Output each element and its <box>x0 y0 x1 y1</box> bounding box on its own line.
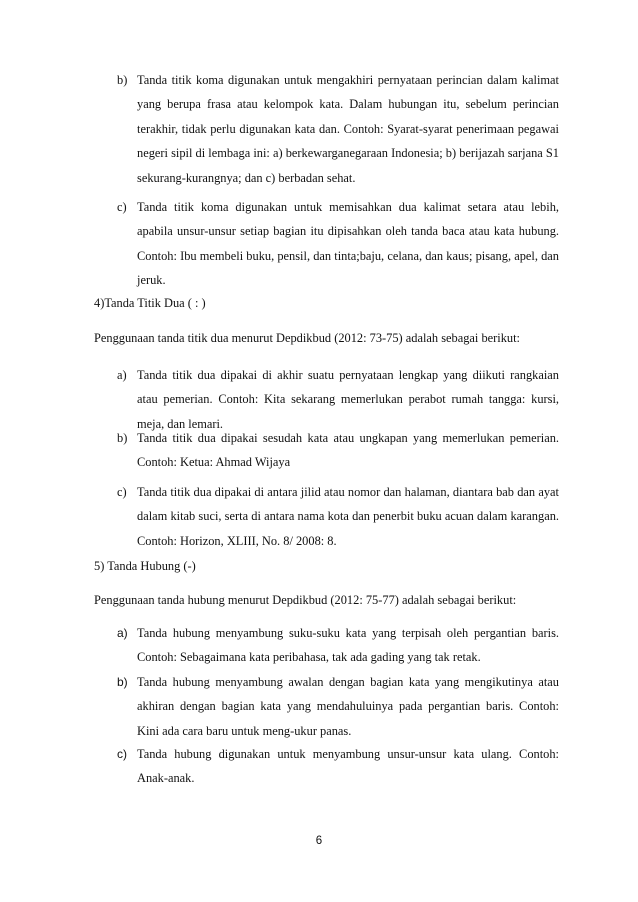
list-text: Tanda titik koma digunakan untuk mengakhiri pernyataan perincian dalam kalimat yang berupa frasa atau kelompok kata. Dalam hubungan itu, sebelum perincian terakhir, tidak perlu digunakan kata dan. Contoh: Syarat-syarat penerimaan pegawai negeri sipil di lembaga ini: a) berkewarganegaraan Indonesia; b) berijazah sarjana S1 sekurang-kurangnya; dan c) berbadan sehat. <box>137 73 559 185</box>
section-heading-tanda-hubung: 5) Tanda Hubung (-) <box>94 559 196 573</box>
list-item-tanda-hubung-b <box>117 670 559 743</box>
section-intro-titik-dua: Penggunaan tanda titik dua menurut Depdikbud (2012: 73-75) adalah sebagai berikut: <box>94 331 520 345</box>
list-item-tanda-hubung-a <box>117 621 559 670</box>
list-label: c) <box>117 747 127 761</box>
list-item-titik-koma-c <box>117 195 559 293</box>
list-text: Tanda titik dua dipakai di antara jilid atau nomor dan halaman, diantara bab dan ayat dalam kitab suci, serta di antara nama kota dan penerbit buku acuan dalam karangan. Contoh: Horizon, XLIII, No. 8/ 2008: 8. <box>137 485 559 548</box>
list-label: a) <box>117 626 128 640</box>
section-heading-titik-dua: 4)Tanda Titik Dua ( : ) <box>94 296 206 310</box>
page-number: 6 <box>315 835 323 847</box>
list-item-titik-dua-c <box>117 480 559 553</box>
list-text: Tanda hubung menyambung awalan dengan bagian kata yang mengikutinya atau akhiran dengan bagian kata yang mendahuluinya pada pergantian baris. Contoh: Kini ada cara baru untuk meng-ukur panas. <box>137 675 559 738</box>
list-text: Tanda titik dua dipakai sesudah kata atau ungkapan yang memerlukan pemerian. Contoh: Ketua: Ahmad Wijaya <box>137 431 559 470</box>
list-text: Tanda titik koma digunakan untuk memisahkan dua kalimat setara atau lebih, apabila unsur-unsur setiap bagian itu dipisahkan oleh tanda baca atau kata hubung. Contoh: Ibu membeli buku, pensil, dan tinta;baju, celana, dan kaus; pisang, apel, dan jeruk. <box>137 200 559 288</box>
list-item-titik-koma-b <box>117 68 559 190</box>
list-label: b) <box>117 675 128 689</box>
list-item-tanda-hubung-c <box>117 742 559 791</box>
list-text: Tanda hubung digunakan untuk menyambung unsur-unsur kata ulang. Contoh: Anak-anak. <box>137 747 559 786</box>
list-text: Tanda titik dua dipakai di akhir suatu pernyataan lengkap yang diikuti rangkaian atau pemerian. Contoh: Kita sekarang memerlukan perabot rumah tangga: kursi, meja, dan lemari. <box>137 368 559 431</box>
list-text: Tanda hubung menyambung suku-suku kata yang terpisah oleh pergantian baris. Contoh: Sebagaimana kata peribahasa, tak ada gading yang tak retak. <box>137 626 559 665</box>
list-label: c) <box>117 485 127 499</box>
list-label: a) <box>117 368 127 382</box>
section-intro-tanda-hubung: Penggunaan tanda hubung menurut Depdikbud (2012: 75-77) adalah sebagai berikut: <box>94 593 517 607</box>
list-label: b) <box>117 431 128 445</box>
list-label: c) <box>117 200 127 214</box>
list-item-titik-dua-b <box>117 426 559 475</box>
list-label: b) <box>117 73 128 87</box>
